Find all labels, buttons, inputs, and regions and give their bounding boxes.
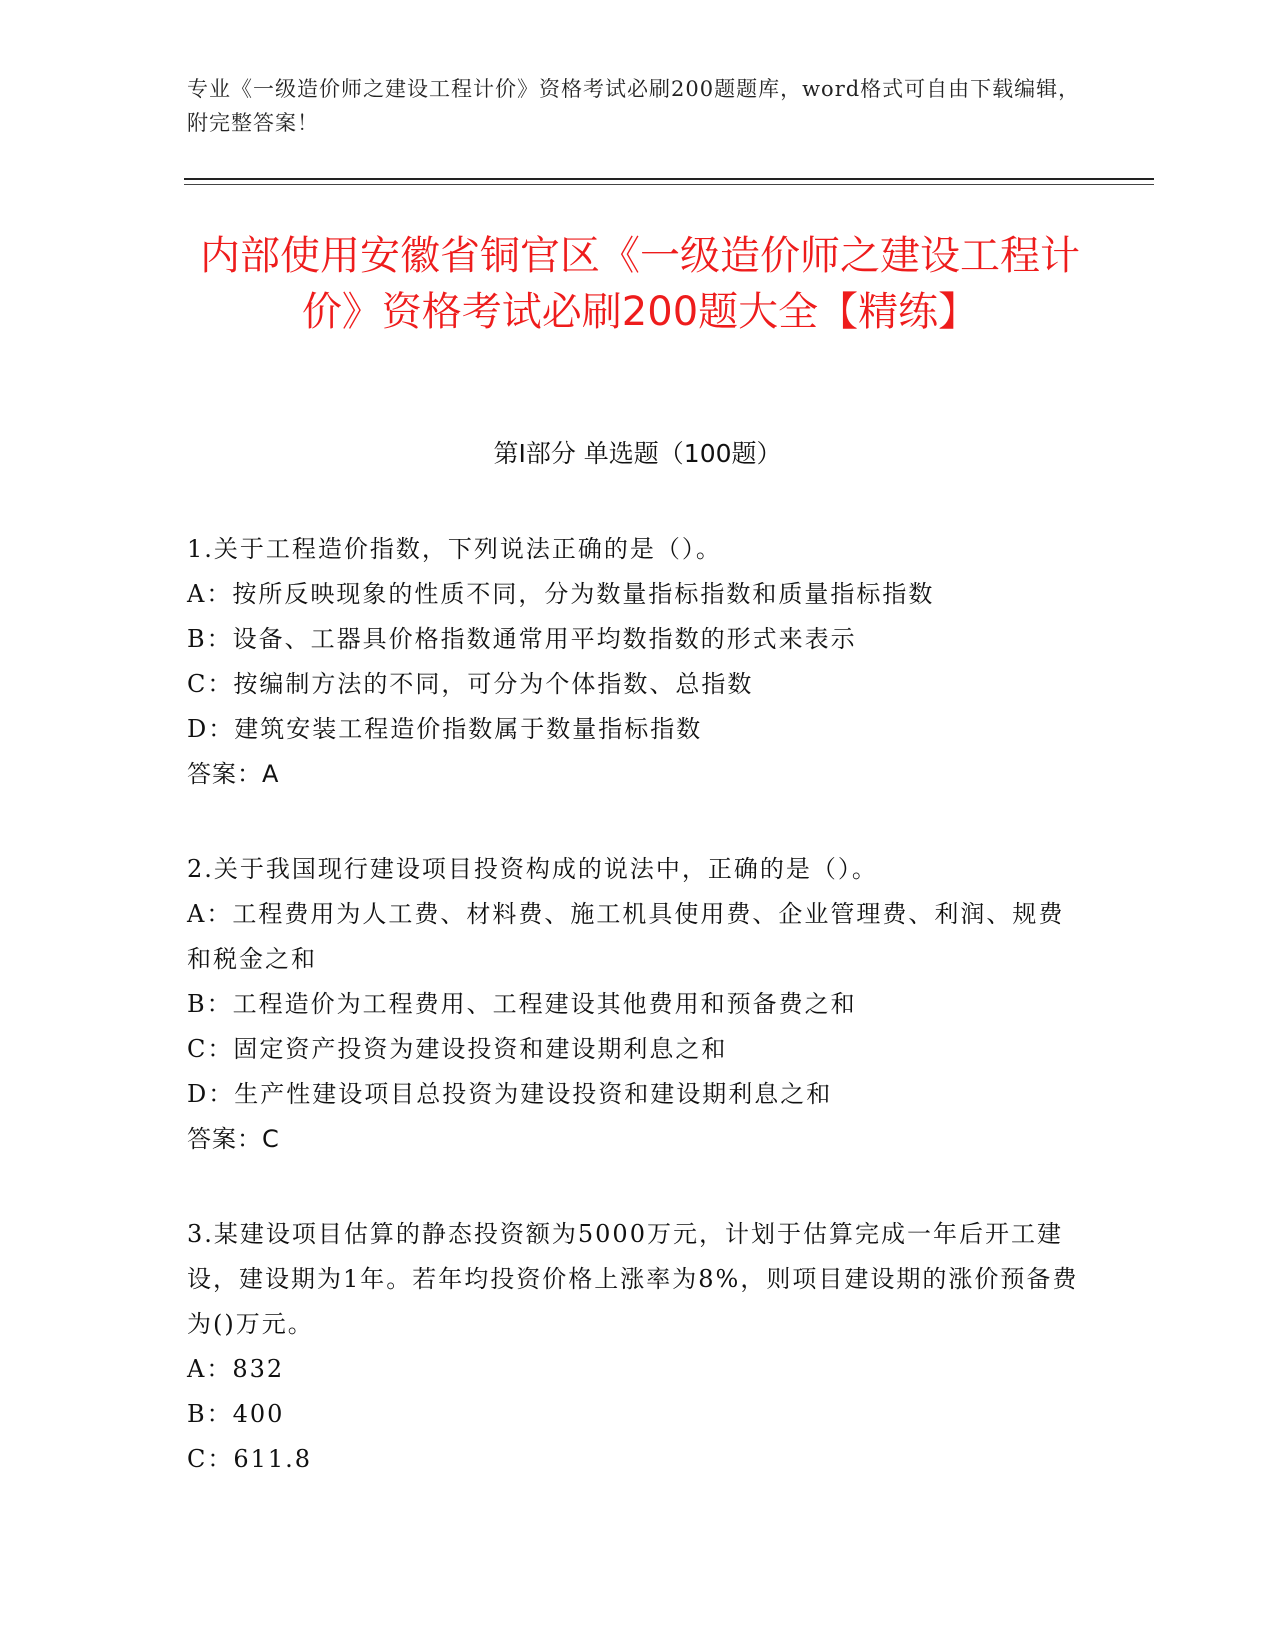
option-b: B：工程造价为工程费用、工程建设其他费用和预备费之和 — [187, 990, 857, 1018]
option-d: D：生产性建设项目总投资为建设投资和建设期利息之和 — [187, 1080, 833, 1108]
question-stem: 3.某建设项目估算的静态投资额为5000万元，计划于估算完成一年后开工建设，建设期为1年。若年均投资价格上涨率为8%，则项目建设期的涨价预备费为()万元。 — [187, 1220, 1079, 1338]
option-c: C：611.8 — [187, 1445, 313, 1473]
answer-line: 答案：A — [187, 760, 280, 788]
option-c: C：按编制方法的不同，可分为个体指数、总指数 — [187, 670, 754, 698]
document-title: 内部使用安徽省铜官区《一级造价师之建设工程计价》资格考试必刷200题大全【精练】 — [200, 233, 1080, 335]
question-1 — [187, 527, 1087, 797]
question-2 — [187, 847, 1087, 1162]
answer-line: 答案：C — [187, 1125, 280, 1153]
option-a: A：按所反映现象的性质不同，分为数量指标指数和质量指标指数 — [187, 580, 935, 608]
option-a: A：832 — [187, 1355, 285, 1383]
option-a: A：工程费用为人工费、材料费、施工机具使用费、企业管理费、利润、规费和税金之和 — [187, 900, 1065, 973]
question-3 — [187, 1212, 1087, 1482]
option-b: B：设备、工器具价格指数通常用平均数指数的形式来表示 — [187, 625, 857, 653]
header-note: 专业《一级造价师之建设工程计价》资格考试必刷200题题库，word格式可自由下载编辑，附完整答案！ — [187, 77, 1081, 135]
option-c: C：固定资产投资为建设投资和建设期利息之和 — [187, 1035, 728, 1063]
question-stem: 2.关于我国现行建设项目投资构成的说法中，正确的是（）。 — [187, 855, 878, 883]
option-b: B：400 — [187, 1400, 285, 1428]
header-divider-thick — [184, 178, 1154, 180]
option-d: D：建筑安装工程造价指数属于数量指标指数 — [187, 715, 703, 743]
section-heading: 第I部分 单选题（100题） — [493, 439, 782, 468]
header-divider-thin — [184, 184, 1154, 185]
question-stem: 1.关于工程造价指数，下列说法正确的是（）。 — [187, 535, 722, 563]
question-gap — [187, 797, 1087, 847]
question-list — [187, 527, 1087, 1482]
question-gap — [187, 1162, 1087, 1212]
